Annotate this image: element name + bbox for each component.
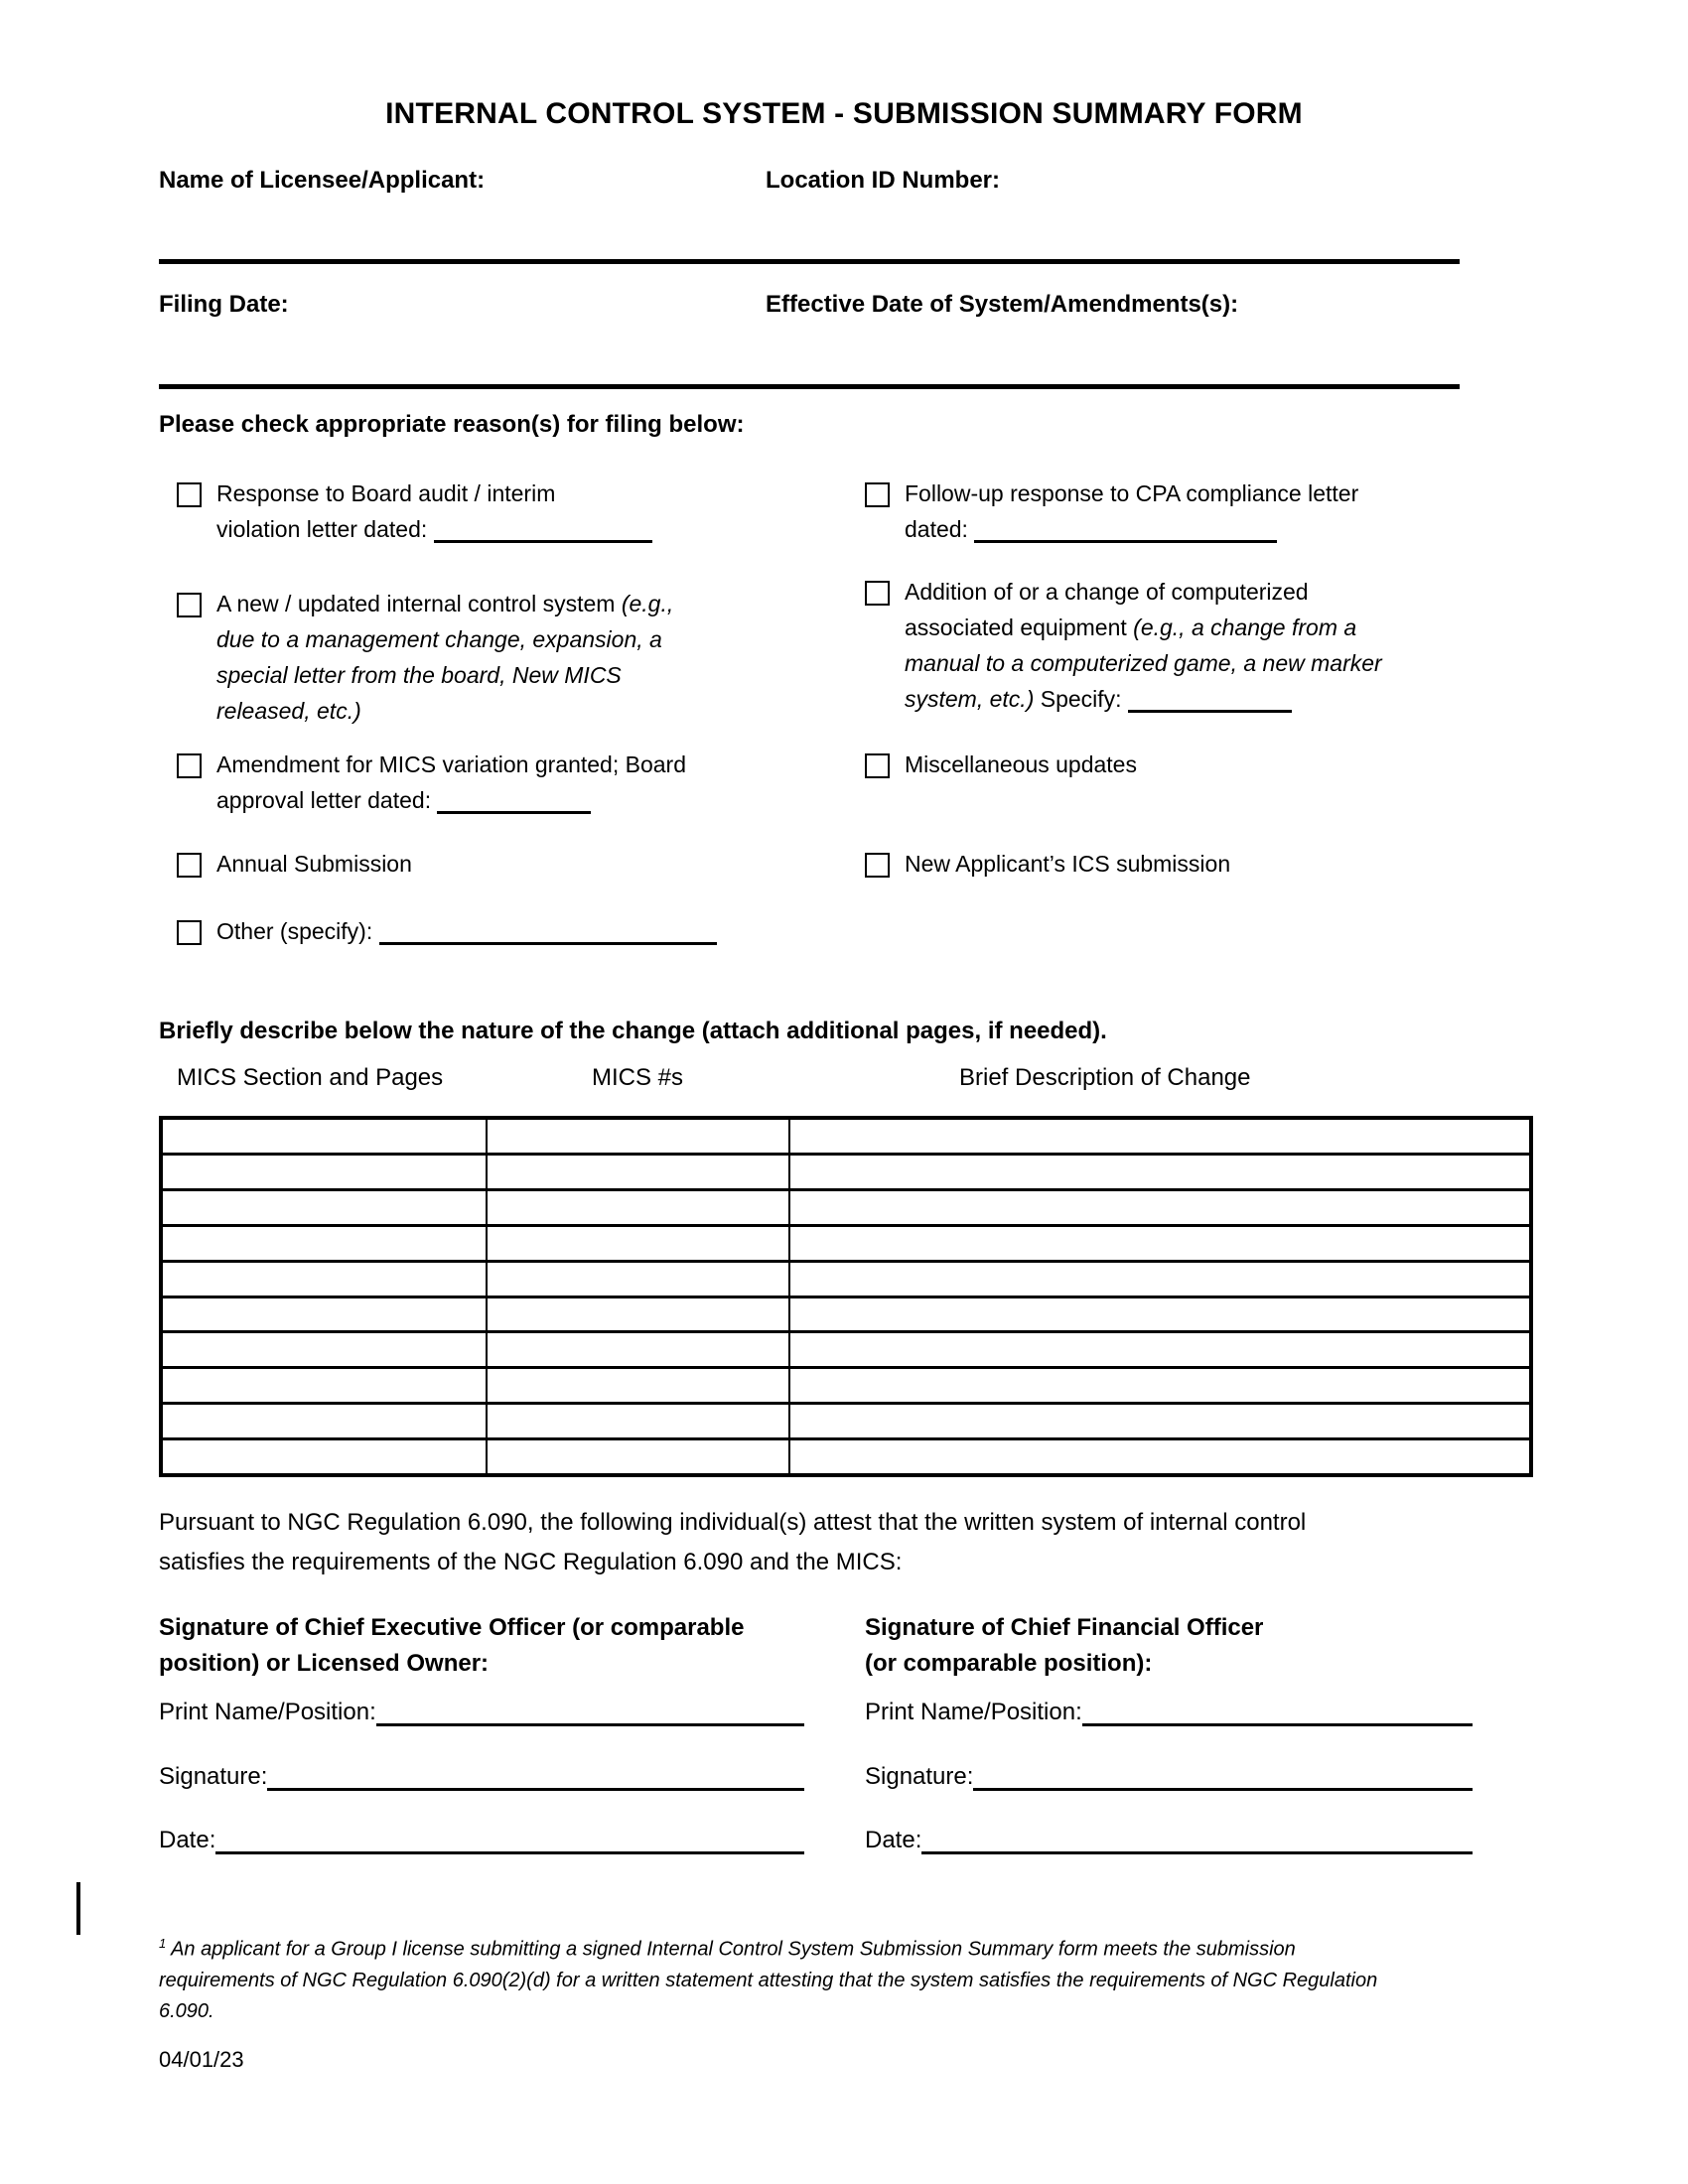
cfo-print-name-fill-line[interactable] — [1082, 1719, 1473, 1726]
reason-segment: Miscellaneous updates — [905, 751, 1137, 777]
ceo-heading-line-2: position) or Licensed Owner: — [159, 1650, 490, 1677]
reason-item-left-0 — [177, 476, 832, 547]
footnote-line-1: An applicant for a Group I license submitting a signed Internal Control System Submission Summary form meets the submission — [171, 1938, 1296, 1961]
revision-bar — [76, 1882, 80, 1935]
checkbox[interactable] — [177, 920, 202, 945]
reason-text — [905, 476, 1358, 547]
table-row — [163, 1440, 1529, 1473]
table-cell[interactable] — [790, 1405, 1529, 1437]
ceo-print-name-fill-line[interactable] — [376, 1719, 804, 1726]
table-row — [163, 1263, 1529, 1298]
reason-item-right-1 — [865, 574, 1560, 717]
table-cell[interactable] — [488, 1333, 790, 1366]
ceo-signature-label: Signature: — [159, 1763, 268, 1790]
footnote-line-2: requirements of NGC Regulation 6.090(2)(d) for a written statement attesting that the system satisfies the requirements of NGC Regulation — [159, 1969, 1378, 1991]
ceo-print-name-row — [159, 1693, 804, 1726]
reason-text — [216, 747, 686, 818]
reason-item-left-4 — [177, 913, 832, 949]
cfo-date-label: Date: — [865, 1827, 922, 1853]
cfo-date-fill-line[interactable] — [921, 1847, 1473, 1854]
table-cell[interactable] — [163, 1333, 488, 1366]
cfo-signature-heading — [865, 1610, 1263, 1682]
table-cell[interactable] — [488, 1227, 790, 1260]
ceo-heading-line-1: Signature of Chief Executive Officer (or comparable — [159, 1614, 745, 1641]
checkbox[interactable] — [865, 581, 890, 606]
checkbox[interactable] — [177, 853, 202, 878]
table-row — [163, 1156, 1529, 1191]
attestation-line-2: satisfies the requirements of the NGC Regulation 6.090 and the MICS: — [159, 1549, 903, 1575]
table-cell[interactable] — [790, 1156, 1529, 1188]
reason-item-left-2 — [177, 747, 832, 818]
table-row — [163, 1369, 1529, 1405]
table-cell[interactable] — [488, 1405, 790, 1437]
ceo-signature-fill-line[interactable] — [267, 1784, 804, 1791]
table-cell[interactable] — [790, 1333, 1529, 1366]
column-header-mics-section: MICS Section and Pages — [177, 1064, 444, 1091]
reason-segment: Annual Submission — [216, 851, 412, 877]
form-revision-date: 04/01/23 — [159, 2047, 244, 2072]
reason-segment: dated: — [905, 516, 975, 542]
table-row — [163, 1405, 1529, 1440]
footnote — [159, 1928, 1377, 2027]
reason-segment: New Applicant’s ICS submission — [905, 851, 1231, 877]
table-cell[interactable] — [790, 1191, 1529, 1224]
change-table-heading: Briefly describe below the nature of the change (attach additional pages, if needed). — [159, 1018, 1107, 1044]
checkbox[interactable] — [865, 753, 890, 778]
change-table — [159, 1116, 1533, 1477]
reason-text — [216, 476, 652, 547]
fill-in-blank[interactable] — [434, 534, 652, 543]
reason-segment: associated equipment — [905, 614, 1134, 640]
table-cell[interactable] — [488, 1440, 790, 1473]
ceo-date-label: Date: — [159, 1827, 216, 1853]
attestation-line-1: Pursuant to NGC Regulation 6.090, the following individual(s) attest that the written system of internal control — [159, 1509, 1307, 1536]
checkbox[interactable] — [865, 853, 890, 878]
reason-segment: Addition of or a change of computerized — [905, 579, 1309, 605]
reason-segment: (e.g., — [621, 591, 674, 616]
table-cell[interactable] — [163, 1120, 488, 1153]
cfo-signature-label: Signature: — [865, 1763, 974, 1790]
reasons-heading: Please check appropriate reason(s) for filing below: — [159, 411, 745, 438]
reason-segment: violation letter dated: — [216, 516, 434, 542]
fill-in-blank[interactable] — [379, 936, 717, 945]
attestation-paragraph — [159, 1503, 1306, 1582]
checkbox[interactable] — [865, 482, 890, 507]
cfo-print-name-row — [865, 1693, 1473, 1726]
cfo-signature-fill-line[interactable] — [973, 1784, 1473, 1791]
table-cell[interactable] — [163, 1369, 488, 1402]
reason-segment: Response to Board audit / interim — [216, 480, 556, 506]
footnote-superscript: 1 — [159, 1936, 167, 1951]
reason-item-left-1 — [177, 586, 832, 729]
fill-in-blank[interactable] — [974, 534, 1277, 543]
table-cell[interactable] — [488, 1191, 790, 1224]
reason-segment: Specify: — [1034, 686, 1128, 712]
name-of-licensee-label: Name of Licensee/Applicant: — [159, 167, 486, 194]
checkbox[interactable] — [177, 482, 202, 507]
table-cell[interactable] — [790, 1298, 1529, 1331]
table-cell[interactable] — [790, 1369, 1529, 1402]
reason-segment: (e.g., a change from a — [1133, 614, 1357, 640]
table-cell[interactable] — [488, 1156, 790, 1188]
table-cell[interactable] — [790, 1227, 1529, 1260]
filing-date-label: Filing Date: — [159, 291, 289, 318]
reason-text — [216, 913, 717, 949]
column-header-brief-description: Brief Description of Change — [959, 1064, 1251, 1091]
footnote-line-3: 6.090. — [159, 1999, 214, 2022]
reasons-section — [0, 0, 1688, 1013]
ceo-date-fill-line[interactable] — [215, 1847, 804, 1854]
ceo-signature-heading — [159, 1610, 744, 1682]
reason-item-left-3 — [177, 846, 832, 882]
table-cell[interactable] — [488, 1369, 790, 1402]
table-cell[interactable] — [790, 1120, 1529, 1153]
cfo-print-name-label: Print Name/Position: — [865, 1699, 1082, 1725]
reason-item-right-0 — [865, 476, 1560, 547]
reason-item-right-3 — [865, 846, 1560, 882]
table-cell[interactable] — [163, 1298, 488, 1331]
table-cell[interactable] — [163, 1156, 488, 1188]
fill-in-blank[interactable] — [437, 805, 591, 814]
table-cell[interactable] — [163, 1191, 488, 1224]
table-cell[interactable] — [163, 1227, 488, 1260]
table-row — [163, 1191, 1529, 1227]
ceo-signature-row — [159, 1757, 804, 1791]
table-cell[interactable] — [163, 1440, 488, 1473]
table-cell[interactable] — [790, 1440, 1529, 1473]
reason-segment: approval letter dated: — [216, 787, 438, 813]
reason-segment: Follow-up response to CPA compliance letter — [905, 480, 1359, 506]
reason-segment: due to a management change, expansion, a — [216, 626, 662, 652]
location-id-label: Location ID Number: — [766, 167, 1001, 194]
cfo-heading-line-1: Signature of Chief Financial Officer — [865, 1614, 1264, 1641]
reason-text — [905, 846, 1230, 882]
cfo-date-row — [865, 1821, 1473, 1854]
table-cell[interactable] — [163, 1405, 488, 1437]
page-title: INTERNAL CONTROL SYSTEM - SUBMISSION SUMMARY FORM — [385, 97, 1303, 130]
table-row — [163, 1298, 1529, 1334]
reason-segment: Amendment for MICS variation granted; Board — [216, 751, 687, 777]
reason-segment: special letter from the board, New MICS — [216, 662, 622, 688]
reason-segment: manual to a computerized game, a new marker — [905, 650, 1382, 676]
reason-text — [216, 846, 412, 882]
reason-segment: Other (specify): — [216, 918, 379, 944]
table-row — [163, 1227, 1529, 1263]
table-row — [163, 1333, 1529, 1369]
table-cell[interactable] — [488, 1120, 790, 1153]
cfo-heading-line-2: (or comparable position): — [865, 1650, 1153, 1677]
reason-segment: released, etc.) — [216, 698, 361, 724]
table-row — [163, 1120, 1529, 1156]
ceo-date-row — [159, 1821, 804, 1854]
reason-item-right-2 — [865, 747, 1560, 782]
checkbox[interactable] — [177, 753, 202, 778]
table-cell[interactable] — [790, 1263, 1529, 1296]
reason-text — [905, 574, 1382, 717]
fill-in-blank[interactable] — [1128, 704, 1292, 713]
reason-segment: system, etc.) — [905, 686, 1035, 712]
table-cell[interactable] — [163, 1263, 488, 1296]
ceo-print-name-label: Print Name/Position: — [159, 1699, 376, 1725]
reason-segment: A new / updated internal control system — [216, 591, 622, 616]
table-cell[interactable] — [488, 1263, 790, 1296]
effective-date-label: Effective Date of System/Amendments(s): — [766, 291, 1239, 318]
checkbox[interactable] — [177, 593, 202, 617]
reason-text — [216, 586, 673, 729]
column-header-mics-numbers: MICS #s — [592, 1064, 684, 1091]
table-cell[interactable] — [488, 1298, 790, 1331]
cfo-signature-row — [865, 1757, 1473, 1791]
reason-text — [905, 747, 1137, 782]
